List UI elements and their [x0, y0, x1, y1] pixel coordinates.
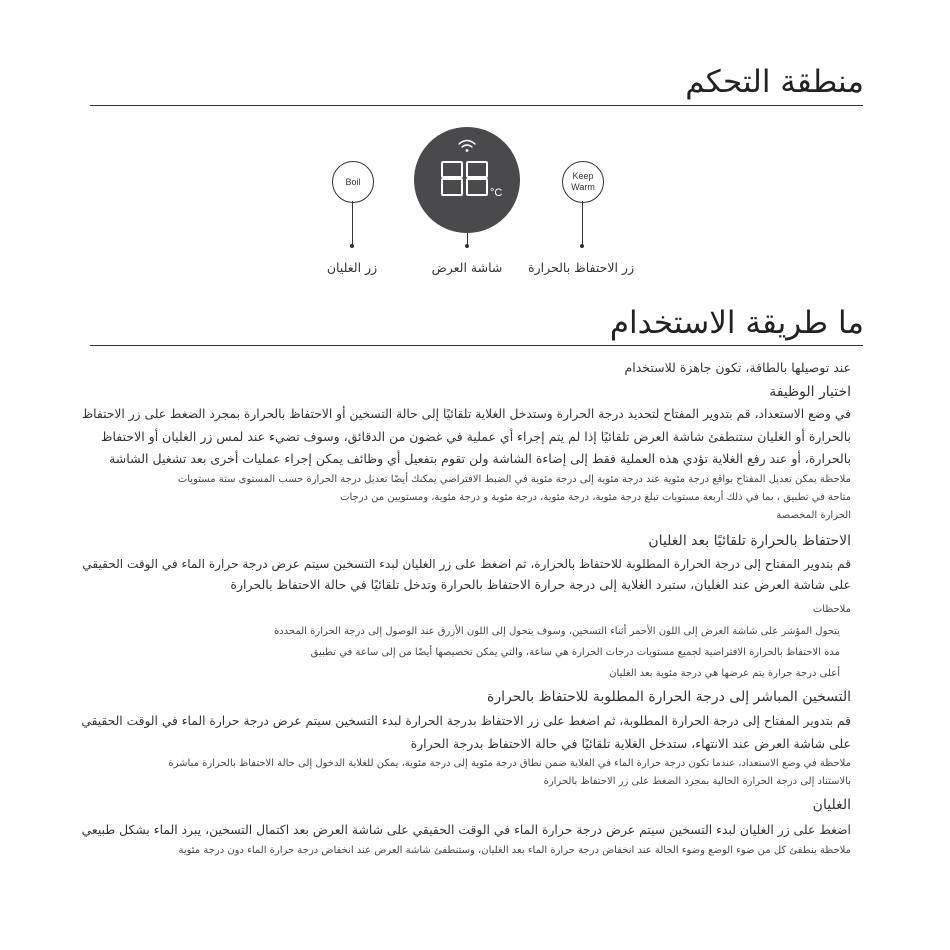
seven-segment-digits-icon — [414, 127, 520, 233]
notes-line-1: يتحول المؤشر على شاشة العرض إلى اللون الأحمر أثناء التسخين، وسوف يتحول إلى اللون الأزرق عند الوصول إلى درجة الحرارة المحددة — [273, 626, 840, 637]
direct-heating-heading: التسخين المباشر إلى درجة الحرارة المطلوبة للاحتفاظ بالحرارة — [487, 689, 851, 705]
boil-callout-dot — [350, 244, 354, 248]
keep-warm-after-boil-heading: الاحتفاظ بالحرارة تلقائيًا بعد الغليان — [648, 533, 851, 549]
keep-warm-after-boil-line-1: قم بتدوير المفتاح إلى درجة الحرارة المطلوبة للاحتفاظ بالحرارة، ثم اضغط على زر الغليان لبدء التسخين سيتم عرض درجة حرارة الماء في الوقت الحقيقي — [82, 557, 851, 571]
keep-warm-label-line2: Warm — [571, 182, 595, 192]
keep-warm-after-boil-line-2: على شاشة العرض عند الغليان، ستبرد الغلاية إلى درجة حرارة الاحتفاظ بالحرارة وتدخل تلقائيًا في حالة الاحتفاظ بالحرارة — [230, 577, 851, 592]
notes-line-3: أعلى درجة حرارة يتم عرضها هي درجة مئوية بعد الغليان — [609, 668, 840, 679]
function-note-3: الحرارة المخصصة — [776, 510, 851, 521]
boil-button-label: Boil — [345, 176, 361, 187]
boil-button[interactable] — [332, 161, 374, 203]
usage-divider — [90, 345, 863, 346]
direct-heating-note-2: بالاستناد إلى درجة الحرارة الحالية بمجرد الضغط على زر الاحتفاظ بالحرارة — [543, 776, 851, 787]
keep-warm-label-line1: Keep — [572, 171, 594, 181]
usage-title: ما طريقة الاستخدام — [609, 305, 864, 341]
display-callout-dot — [465, 244, 469, 248]
boil-callout-label: زر الغليان — [326, 260, 378, 275]
direct-heating-line-1: قم بتدوير المفتاح إلى درجة الحرارة المطلوبة، ثم اضغط على زر الاحتفاظ بدرجة الحرارة لبدء التسخين سيتم عرض درجة حرارة الماء في الوقت الحقيقي — [81, 714, 851, 728]
keep-warm-callout-dot — [580, 244, 584, 248]
boil-callout-line — [352, 201, 353, 246]
display-unit: °C — [490, 187, 503, 199]
function-note-2: متاحة في تطبيق ، بما في ذلك أربعة مستويات تبلغ درجة مئوية، درجة مئوية، درجة مئوية و درجة مئوية، ومستويين من درجات — [340, 492, 851, 503]
usage-intro: عند توصيلها بالطاقة، تكون جاهزة للاستخدام — [624, 360, 851, 375]
keep-warm-callout-line — [582, 201, 583, 246]
keep-warm-button[interactable] — [562, 161, 604, 203]
direct-heating-note-1: ملاحظة في وضع الاستعداد، عندما تكون درجة حرارة الماء في الغلاية ضمن نطاق درجة مئوية إلى درجة مئوية، يمكن للغلاية الدخول إلى حالة الاحتفاظ بالحرارة مباشرة — [168, 758, 851, 769]
function-note-1: ملاحظة يمكن تعديل المفتاح بواقع درجة مئوية عند درجة مئوية إلى درجة مئوية في الضبط الافتراضي يمكنك أيضًا تعديل درجة الحرارة حسب المستوى ستة مستويات — [177, 474, 851, 485]
boiling-note: ملاحظة ينطفئ كل من ضوء الوضع وضوء الحالة عند انخفاض درجة حرارة الماء بعد الغليان، وستنطفئ شاشة العرض عند انخفاض درجة حرارة الماء دون درجة مئوية — [178, 845, 851, 856]
function-line-1: في وضع الاستعداد، قم بتدوير المفتاح لتحديد درجة الحرارة وستدخل الغلاية تلقائيًا إلى حالة التسخين أو الاحتفاظ بالحرارة بمجرد الضغط على زر الاحتفاظ — [81, 407, 851, 421]
function-heading: اختيار الوظيفة — [769, 384, 851, 400]
control-area-title: منطقة التحكم — [685, 64, 864, 100]
direct-heating-line-2: على شاشة العرض عند الانتهاء، ستدخل الغلاية تلقائيًا في حالة الاحتفاظ بدرجة الحرارة — [410, 736, 851, 751]
title-divider — [90, 105, 863, 106]
function-line-3: بالحرارة، أو عند رفع الغلاية تؤدي هذه العملية فقط إلى إضاءة الشاشة ولن تقوم بتفعيل أي وظائف يمكن إجراء عمليات أخرى بعد تشغيل الشاشة — [109, 451, 851, 466]
display-callout-label: شاشة العرض — [431, 260, 503, 275]
boiling-heading: الغليان — [812, 797, 851, 813]
notes-label: ملاحظات — [812, 604, 851, 615]
keep-warm-callout-label: زر الاحتفاظ بالحرارة — [528, 260, 634, 275]
display-screen — [414, 127, 520, 233]
notes-line-2: مدة الاحتفاظ بالحرارة الافتراضية لجميع مستويات درجات الحرارة هي ساعة، والتي يمكن تخصيصها أيضًا من إلى ساعة في تطبيق — [310, 647, 840, 658]
function-line-2: بالحرارة أو الغليان ستنطفئ شاشة العرض تلقائيًا إذا لم يتم إجراء أي عملية في غضون من الدقائق، وسوف تضيء عند لمس زر الغليان أو الاحتفاظ — [100, 429, 851, 444]
boiling-line: اضغط على زر الغليان لبدء التسخين سيتم عرض درجة حرارة الماء في الوقت الحقيقي على شاشة العرض بعد اكتمال التسخين، يبرد الماء بشكل طبيعي — [81, 822, 851, 837]
